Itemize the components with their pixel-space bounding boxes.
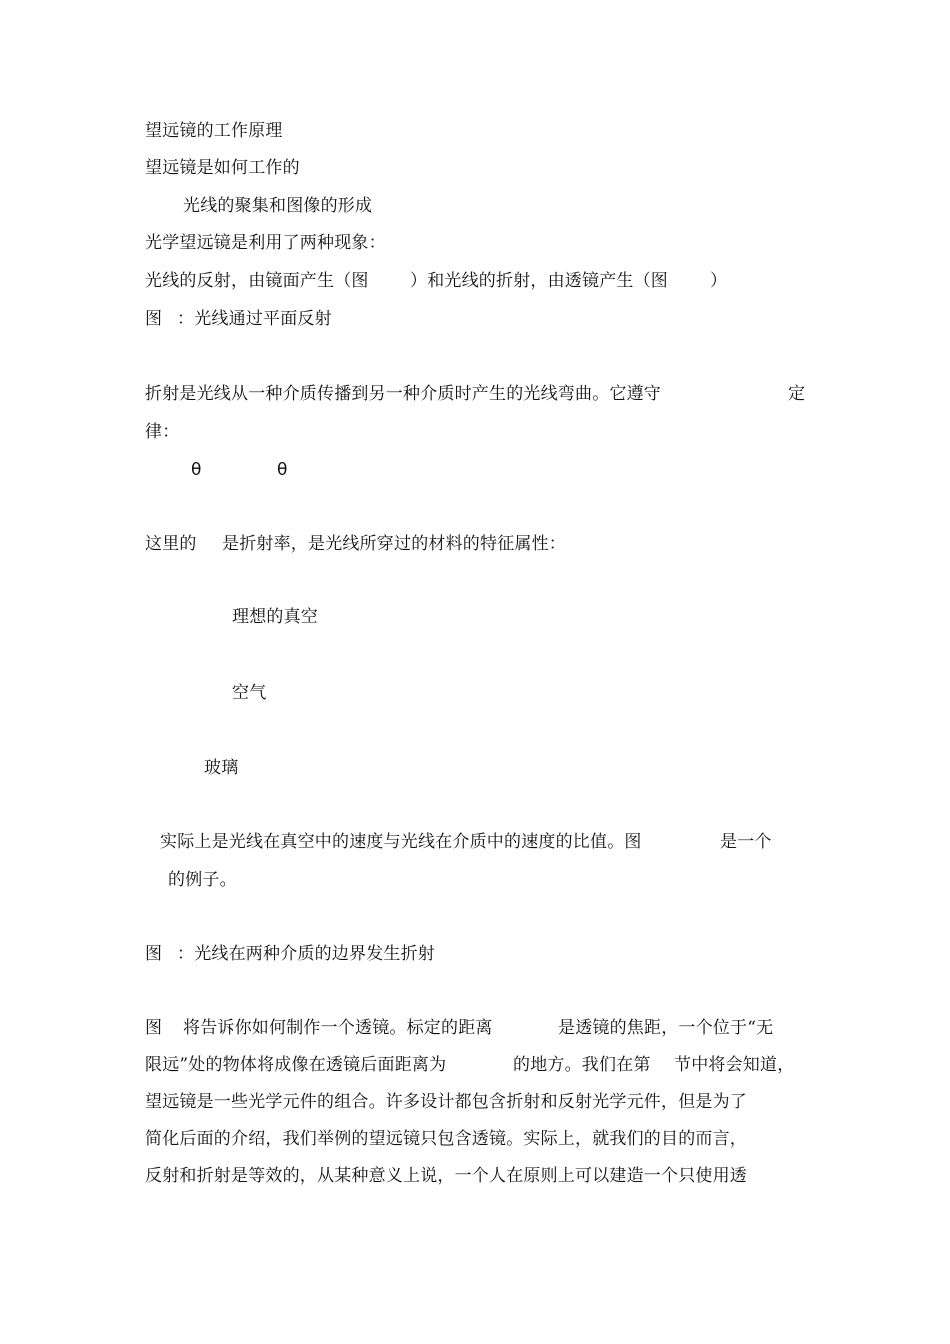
lens-para-line2-part2: 的地方。我们在第	[513, 1055, 651, 1075]
lens-para-line1-part2: 将告诉你如何制作一个透镜。标定的距离	[183, 1018, 493, 1038]
formula-theta-2: θ	[277, 460, 288, 480]
phenomena-line-part3: ）	[710, 271, 728, 291]
lens-para-line2-part1: 限远”处的物体将成像在透镜后面距离为	[145, 1055, 447, 1075]
formula-theta-1: θ	[191, 460, 202, 480]
figure-caption-2-text: ：光线在两种介质的边界发生折射	[177, 944, 435, 964]
section-heading: 光线的聚集和图像的形成	[183, 196, 373, 216]
lens-para-line1-part1: 图	[145, 1018, 163, 1038]
lens-para-line2-part3: 节中将会知道，	[674, 1055, 795, 1075]
document-title: 望远镜的工作原理	[145, 121, 283, 141]
ratio-para-line1-part2: 是一个	[720, 832, 772, 852]
refraction-para-line1-end: 定	[788, 384, 806, 404]
medium-air: 空气	[232, 683, 267, 703]
refraction-para-line2: 律：	[145, 422, 180, 442]
figure-caption-2-prefix: 图	[145, 944, 163, 964]
lens-para-line3: 望远镜是一些光学元件的组合。许多设计都包含折射和反射光学元件，但是为了	[145, 1092, 747, 1112]
medium-vacuum: 理想的真空	[232, 607, 318, 627]
index-intro-part2: 是折射率，是光线所穿过的材料的特征属性：	[222, 534, 566, 554]
intro-line: 光学望远镜是利用了两种现象：	[145, 233, 386, 253]
ratio-para-line2: 的例子。	[168, 870, 237, 890]
lens-para-line4: 简化后面的介绍，我们举例的望远镜只包含透镜。实际上，就我们的目的而言，	[145, 1129, 747, 1149]
lens-para-line5: 反射和折射是等效的，从某种意义上说，一个人在原则上可以建造一个只使用透	[145, 1166, 747, 1186]
figure-caption-1-text: ：光线通过平面反射	[177, 309, 332, 329]
phenomena-line-part1: 光线的反射，由镜面产生（图	[145, 271, 369, 291]
index-intro-part1: 这里的	[145, 534, 197, 554]
document-subtitle: 望远镜是如何工作的	[145, 158, 300, 178]
phenomena-line-part2: ）和光线的折射，由透镜产生（图	[410, 271, 668, 291]
refraction-para-line1: 折射是光线从一种介质传播到另一种介质时产生的光线弯曲。它遵守	[145, 384, 661, 404]
lens-para-line1-part3: 是透镜的焦距，一个位于“无	[558, 1018, 774, 1038]
medium-glass: 玻璃	[204, 758, 239, 778]
ratio-para-line1-part1: 实际上是光线在真空中的速度与光线在介质中的速度的比值。图	[160, 832, 642, 852]
figure-caption-1-prefix: 图	[145, 309, 163, 329]
